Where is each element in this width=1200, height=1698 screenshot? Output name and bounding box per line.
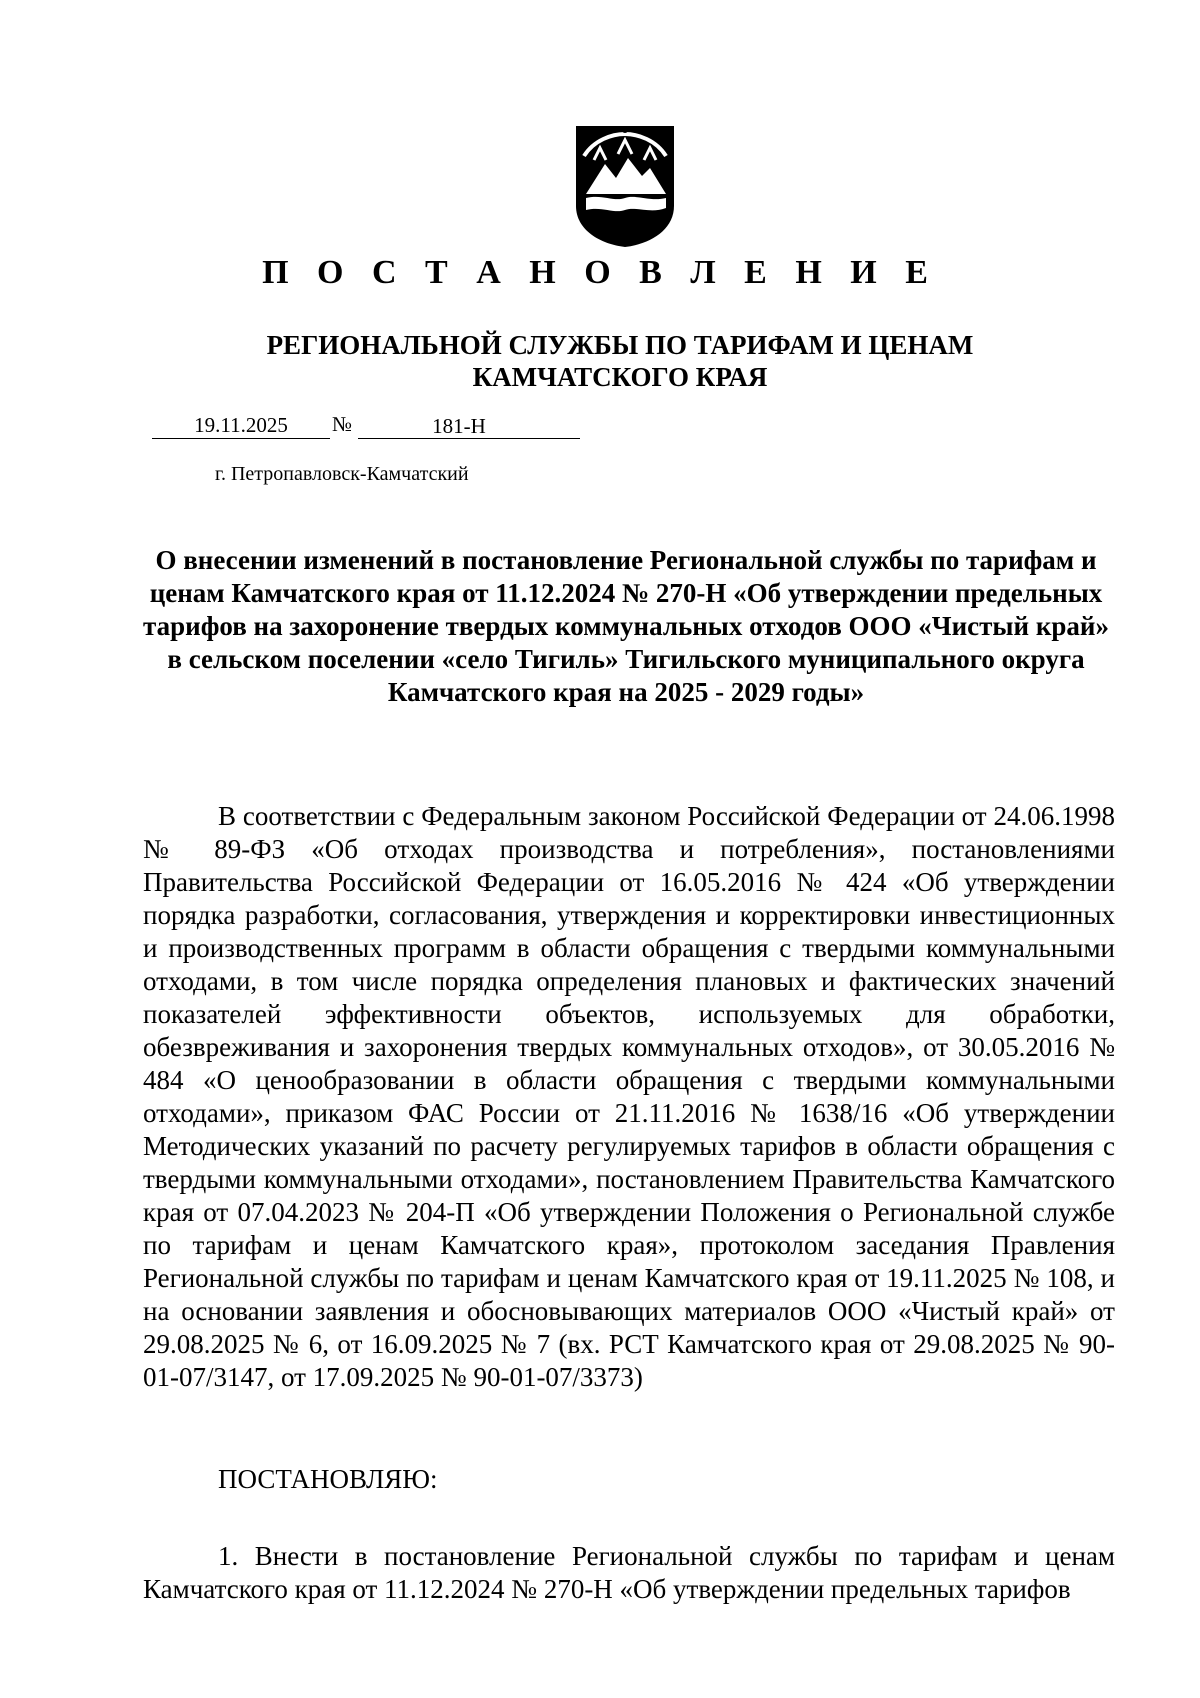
issue-city: г. Петропавловск-Камчатский xyxy=(215,463,469,485)
number-sign: № xyxy=(332,412,353,436)
preamble-paragraph: В соответствии с Федеральным законом Российской Федерации от 24.06.1998 № 89-ФЗ «Об отходах производства и потребления», постановлениями Правительства Российской Федерации от 16.05.2016 № 424 «Об утверждении порядка разработки, согласования, утверждения и корректировки инвестиционных и производственных программ в области обращения с твердыми коммунальными отходами, в том числе порядка определения плановых и фактических значений показателей эффективности объектов, используемых для обработки, обезвреживания и захоронения твердых коммунальных отходов», от 30.05.2016 № 484 «О ценообразовании в области обращения с твердыми коммунальными отходами», приказом ФАС России от 21.11.2016 № 1638/16 «Об утверждении Методических указаний по расчету регулируемых тарифов в области обращения с твердыми коммунальными отходами», постановлением Правительства Камчатского края от 07.04.2023 № 204-П «Об утверждении Положения о Региональной службе по тарифам и ценам Камчатского края», протоколом заседания Правления Региональной службы по тарифам и ценам Камчатского края от 19.11.2025 № 108, и на основании заявления и обосновывающих материалов ООО «Чистый край» от 29.08.2025 № 6, от 16.09.2025 № 7 (вх. РСТ Камчатского края от 29.08.2025 № 90-01-07/3147, от 17.09.2025 № 90-01-07/3373) xyxy=(143,801,1115,1392)
kamchatka-coat-of-arms-emblem xyxy=(572,120,678,248)
decree-operative-word: ПОСТАНОВЛЯЮ: xyxy=(218,1464,438,1494)
document-number: 181-Н xyxy=(358,413,580,439)
document-type-heading: П О С Т А Н О В Л Е Н И Е xyxy=(262,254,938,291)
decree-point-1: 1. Внести в постановление Региональной службы по тарифам и ценам Камчатского края от 11.12.2024 № 270-Н «Об утверждении предельных тарифов xyxy=(143,1541,1115,1604)
document-date: 19.11.2025 xyxy=(152,412,330,439)
document-subject-title: О внесении изменений в постановление Региональной службы по тарифам и ценам Камчатского края от 11.12.2024 № 270-Н «Об утверждении предельных тарифов на захоронение твердых коммунальных отходов ООО «Чистый край» в сельском поселении «село Тигиль» Тигильского муниципального округа Камчатского края на 2025 - 2029 годы» xyxy=(143,545,1109,707)
issuing-authority: РЕГИОНАЛЬНОЙ СЛУЖБЫ ПО ТАРИФАМ И ЦЕНАМ КАМЧАТСКОГО КРАЯ xyxy=(266,330,974,392)
registration-line xyxy=(152,411,580,439)
